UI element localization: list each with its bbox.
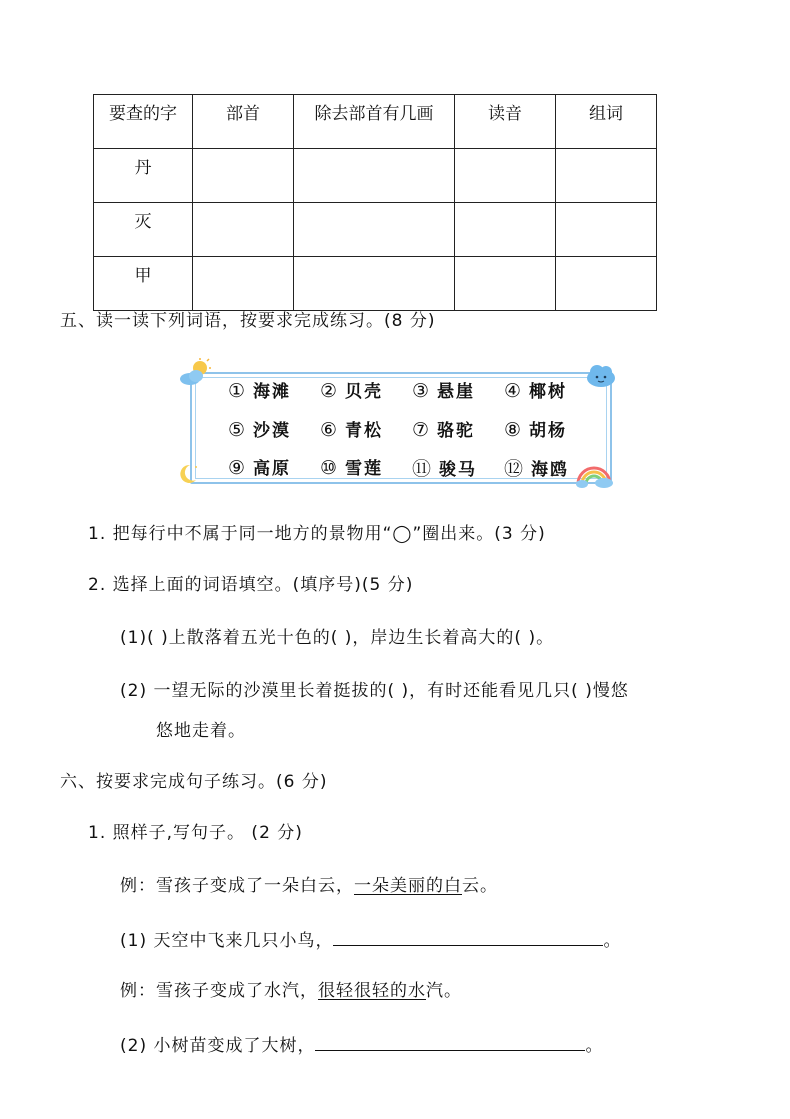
example-1-underlined: 一朵美丽的白 (354, 876, 462, 896)
example-2-underlined: 很轻很轻的水 (318, 981, 426, 1001)
question-5-2-2-cont: 悠地走着。 (156, 721, 246, 741)
table-cell-input[interactable] (294, 257, 455, 311)
table-cell-input[interactable] (556, 257, 657, 311)
table-header-cell: 组词 (556, 95, 657, 149)
word-item: ⑪ 骏马 (412, 458, 478, 480)
table-cell-input[interactable] (556, 149, 657, 203)
word-item: ⑫ 海鸥 (504, 458, 570, 480)
table-cell-input[interactable] (193, 203, 294, 257)
word-item: ③ 悬崖 (412, 380, 476, 402)
word-item: ⑨ 高原 (228, 457, 292, 479)
word-item: ⑧ 胡杨 (504, 419, 568, 441)
section6-title: 六、按要求完成句子练习。(6 分) (60, 772, 328, 792)
word-item: ⑦ 骆驼 (412, 419, 476, 441)
table-row (94, 203, 657, 257)
table-header-cell: 要查的字 (94, 95, 193, 149)
question-5-2: 2. 选择上面的词语填空。(填序号)(5 分) (88, 575, 414, 595)
table-cell-input[interactable] (455, 203, 556, 257)
table-cell-char: 甲 (94, 257, 193, 311)
word-item: ① 海滩 (228, 380, 292, 402)
table-header-cell: 除去部首有几画 (294, 95, 455, 149)
cloud-face-icon (585, 362, 617, 390)
sun-cloud-icon (176, 358, 216, 388)
table-cell-input[interactable] (556, 203, 657, 257)
table-cell-char: 丹 (94, 149, 193, 203)
table-row (94, 149, 657, 203)
table-cell-input[interactable] (294, 149, 455, 203)
character-lookup-table (93, 94, 657, 311)
rainbow-cloud-icon (574, 458, 616, 488)
table-cell-char: 灭 (94, 203, 193, 257)
table-cell-input[interactable] (455, 149, 556, 203)
word-item: ⑤ 沙漠 (228, 419, 292, 441)
example-1: 例：雪孩子变成了一朵白云，一朵美丽的白云。 (120, 876, 498, 896)
word-item: ④ 椰树 (504, 380, 568, 402)
word-item: ⑥ 青松 (320, 419, 384, 441)
question-5-2-2: (2) 一望无际的沙漠里长着挺拔的( )，有时还能看见几只( )慢悠 (120, 681, 629, 701)
word-item: ② 贝壳 (320, 380, 384, 402)
table-header-row (94, 95, 657, 149)
table-cell-input[interactable] (455, 257, 556, 311)
table-cell-input[interactable] (294, 203, 455, 257)
table-header-cell: 部首 (193, 95, 294, 149)
table-row (94, 257, 657, 311)
table-header-cell: 读音 (455, 95, 556, 149)
answer-blank-2[interactable] (315, 1032, 585, 1051)
table-cell-input[interactable] (193, 257, 294, 311)
question-5-2-1: (1)( )上散落着五光十色的( )，岸边生长着高大的( )。 (120, 628, 555, 648)
sentence-2: (2) 小树苗变成了大树， 。 (120, 1032, 603, 1057)
question-5-1: 1. 把每行中不属于同一地方的景物用“◯”圈出来。(3 分) (88, 524, 546, 544)
word-item: ⑩ 雪莲 (320, 457, 384, 479)
sentence-1: (1) 天空中飞来几只小鸟， 。 (120, 927, 621, 952)
answer-blank-1[interactable] (333, 927, 603, 946)
example-2: 例：雪孩子变成了水汽，很轻很轻的水汽。 (120, 981, 462, 1001)
question-6-1: 1. 照样子,写句子。 (2 分) (88, 823, 303, 843)
section5-title: 五、读一读下列词语，按要求完成练习。(8 分) (60, 311, 436, 331)
moon-stars-icon (176, 462, 200, 486)
table-cell-input[interactable] (193, 149, 294, 203)
